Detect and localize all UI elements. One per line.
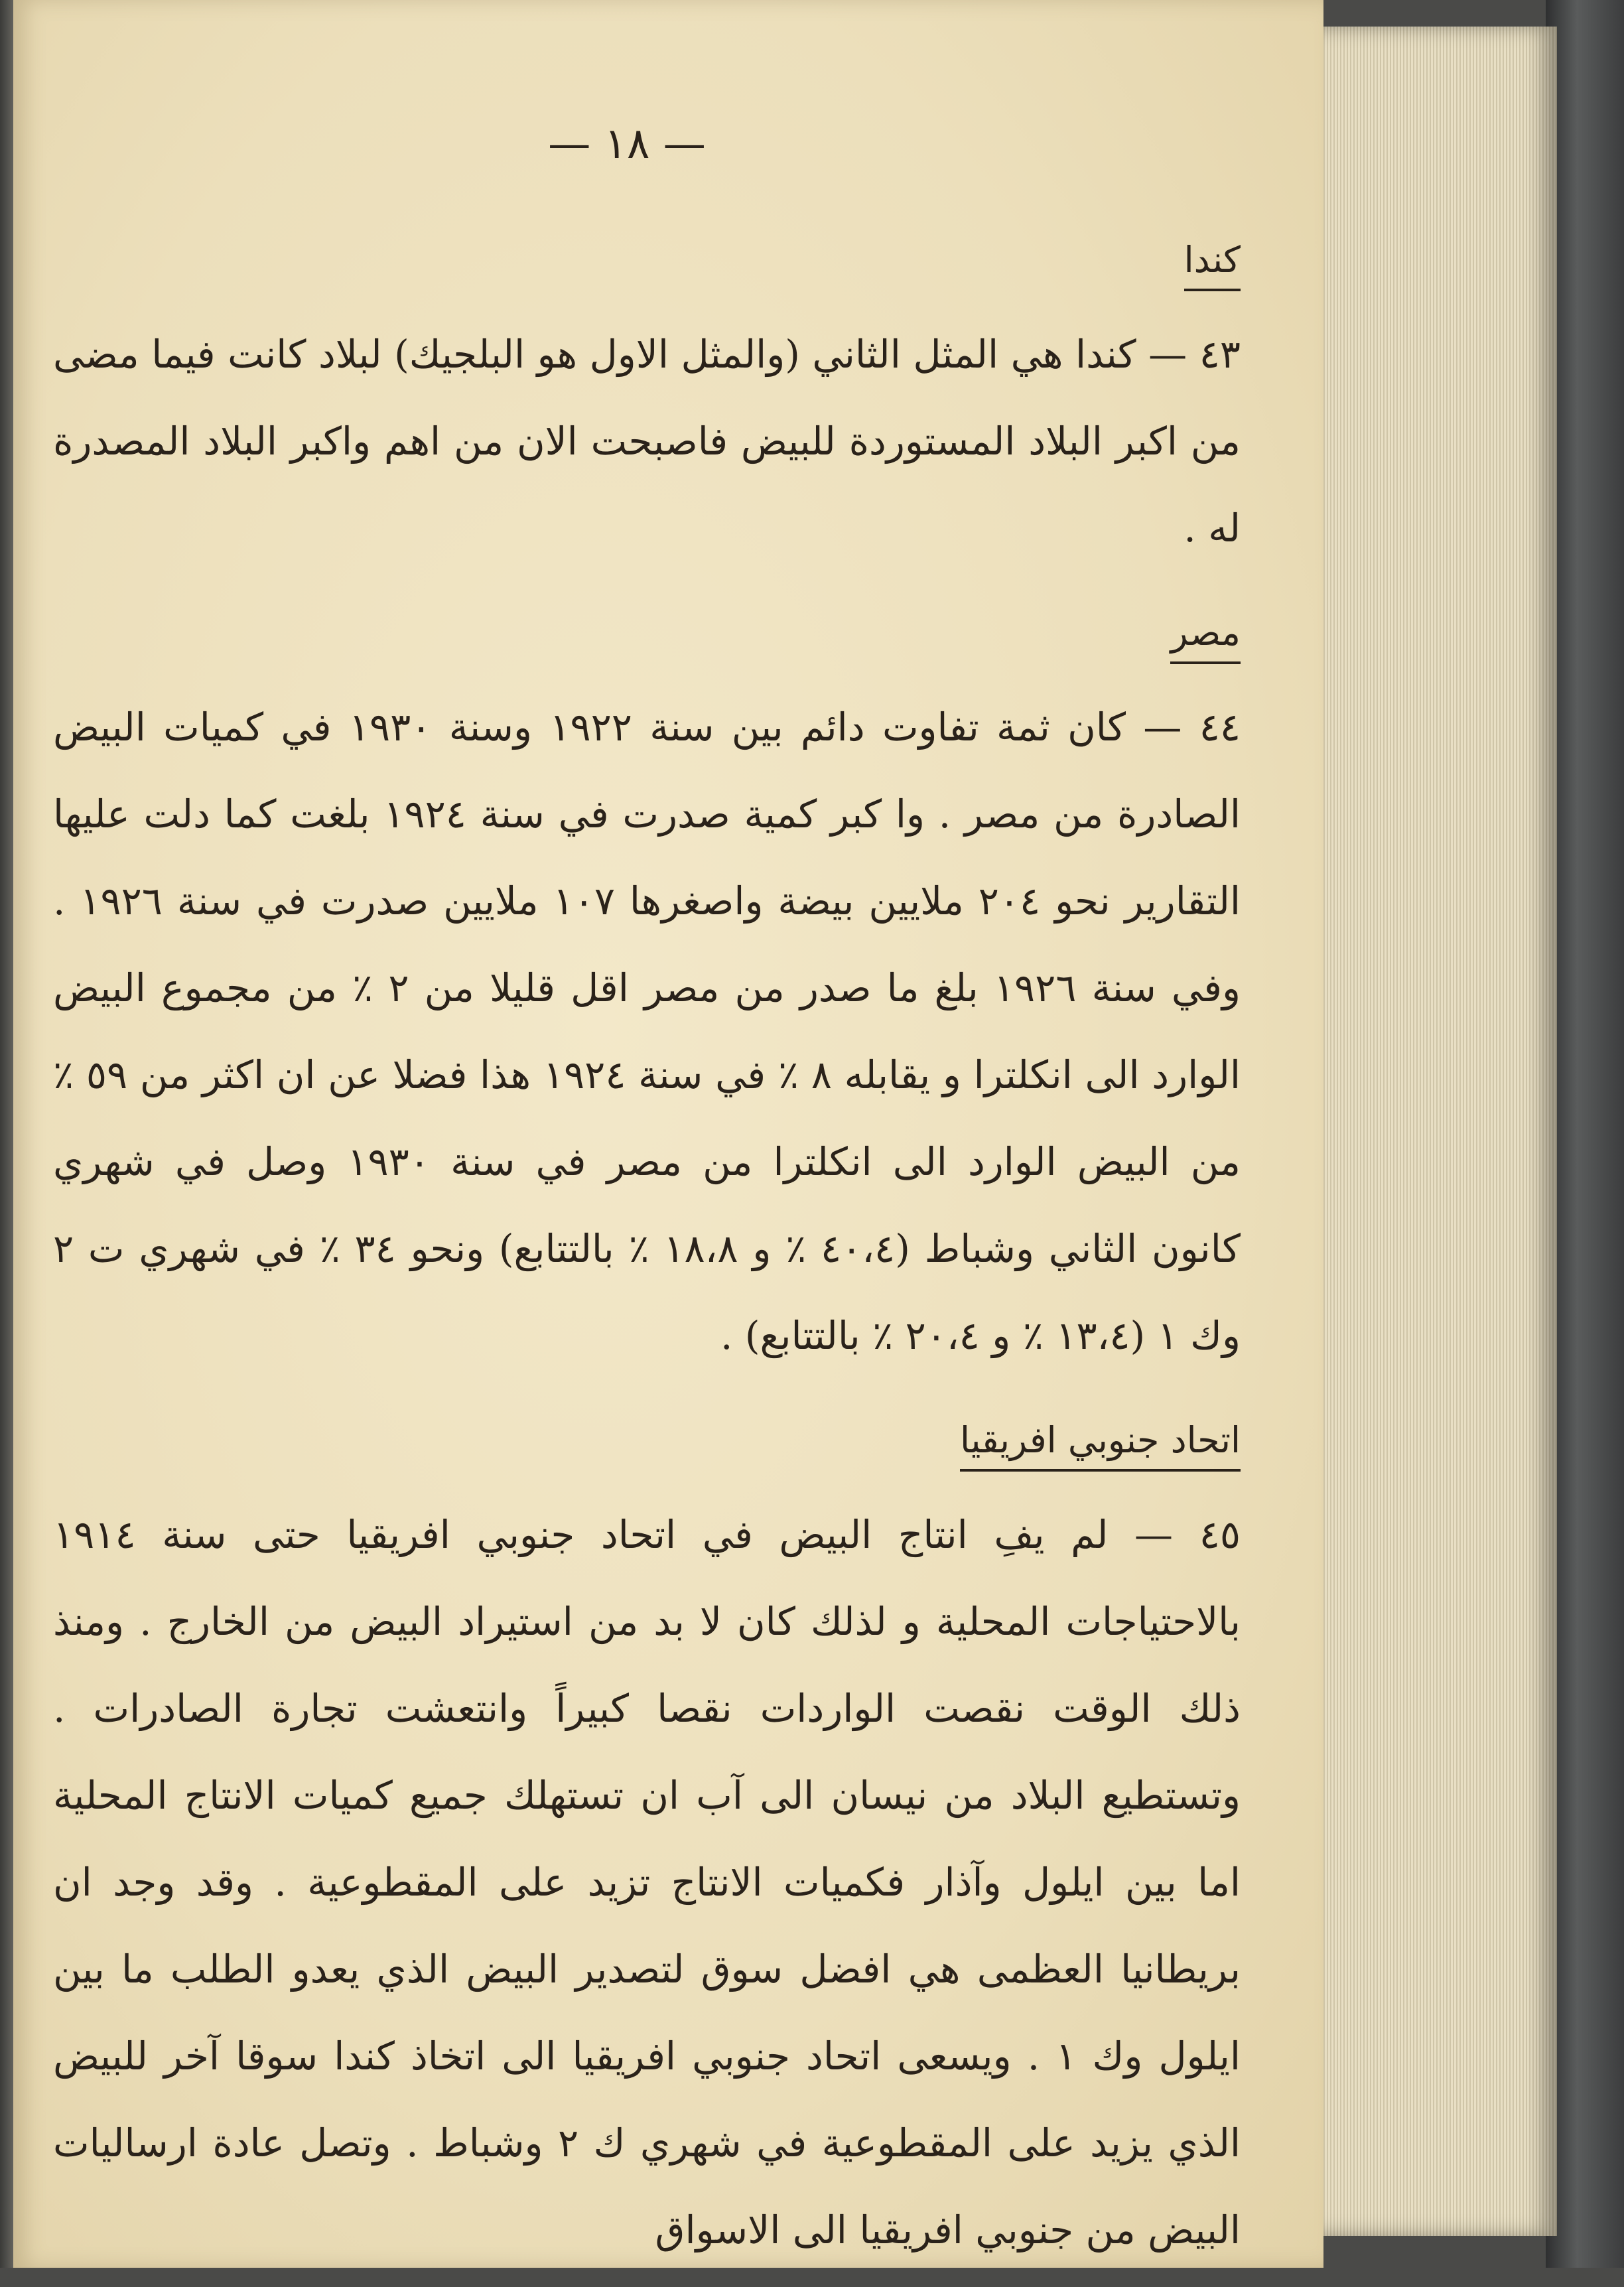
section-heading: كندا — [1184, 239, 1241, 291]
paragraph: ٤٣ — كندا هي المثل الثاني (والمثل الاول هو البلجيك) لبلاد كانت فيما مضى من اكبر البلاد المستوردة للبيض فاصبحت الان من اهم واكبر البلاد المصدرة له . — [53, 332, 1241, 551]
paragraph: ٤٤ — كان ثمة تفاوت دائم بين سنة ١٩٢٢ وسنة ١٩٣٠ في كميات البيض الصادرة من مصر . وا كبر كمية صدرت في سنة ١٩٢٤ بلغت كما دلت عليها التقارير نحو ٢٠٤ ملايين بيضة واصغرها ١٠٧ ملايين صدرت في سنة ١٩٢٦ . وفي سنة ١٩٢٦ بلغ ما صدر من مصر اقل قليلا من ٢ ٪ من مجموع البيض الوارد الى انكلترا و يقابله ٨ ٪ في سنة ١٩٢٤ هذا فضلا عن ان اكثر من ٥٩ ٪ من البيض الوارد الى انكلترا من مصر في سنة ١٩٣٠ وصل في شهري كانون الثاني وشباط (٤٠،٤ ٪ و ١٨،٨ ٪ بالتتابع) ونحو ٣٤ ٪ في شهري ت ٢ وك ١ (١٣،٤ ٪ و ٢٠،٤ ٪ بالتتابع) . — [53, 705, 1241, 1358]
book-page-edges — [1317, 27, 1557, 2236]
section-heading: مصر — [1170, 612, 1241, 664]
section-egypt — [53, 585, 1241, 1379]
section-canada — [53, 212, 1241, 572]
paragraph: ٤٥ — لم يفِ انتاج البيض في اتحاد جنوبي افريقيا حتى سنة ١٩١٤ بالاحتياجات المحلية و لذلك كان لا بد من استيراد البيض من الخارج . ومنذ ذلك الوقت نقصت الواردات نقصا كبيراً وانتعشت تجارة الصادرات . وتستطيع البلاد من نيسان الى آب ان تستهلك جميع كميات الانتاج المحلية اما بين ايلول وآذار فكميات الانتاج تزيد على المقطوعية . وقد وجد ان بريطانيا العظمى هي افضل سوق لتصدير البيض الذي يعدو الطلب ما بين ايلول وك ١ . ويسعى اتحاد جنوبي افريقيا الى اتخاذ كندا سوقا آخر للبيض الذي يزيد على المقطوعية في شهري ك ٢ وشباط . وتصل عادة ارساليات البيض من جنوبي افريقيا الى الاسواق — [53, 1512, 1241, 2252]
section-south-africa — [53, 1393, 1241, 2274]
section-heading: اتحاد جنوبي افريقيا — [960, 1419, 1241, 1472]
book-cover-edge — [1546, 0, 1624, 2268]
book-page — [13, 0, 1323, 2268]
page-number: — ١٨ — — [548, 119, 706, 169]
page-content — [53, 212, 1241, 2287]
